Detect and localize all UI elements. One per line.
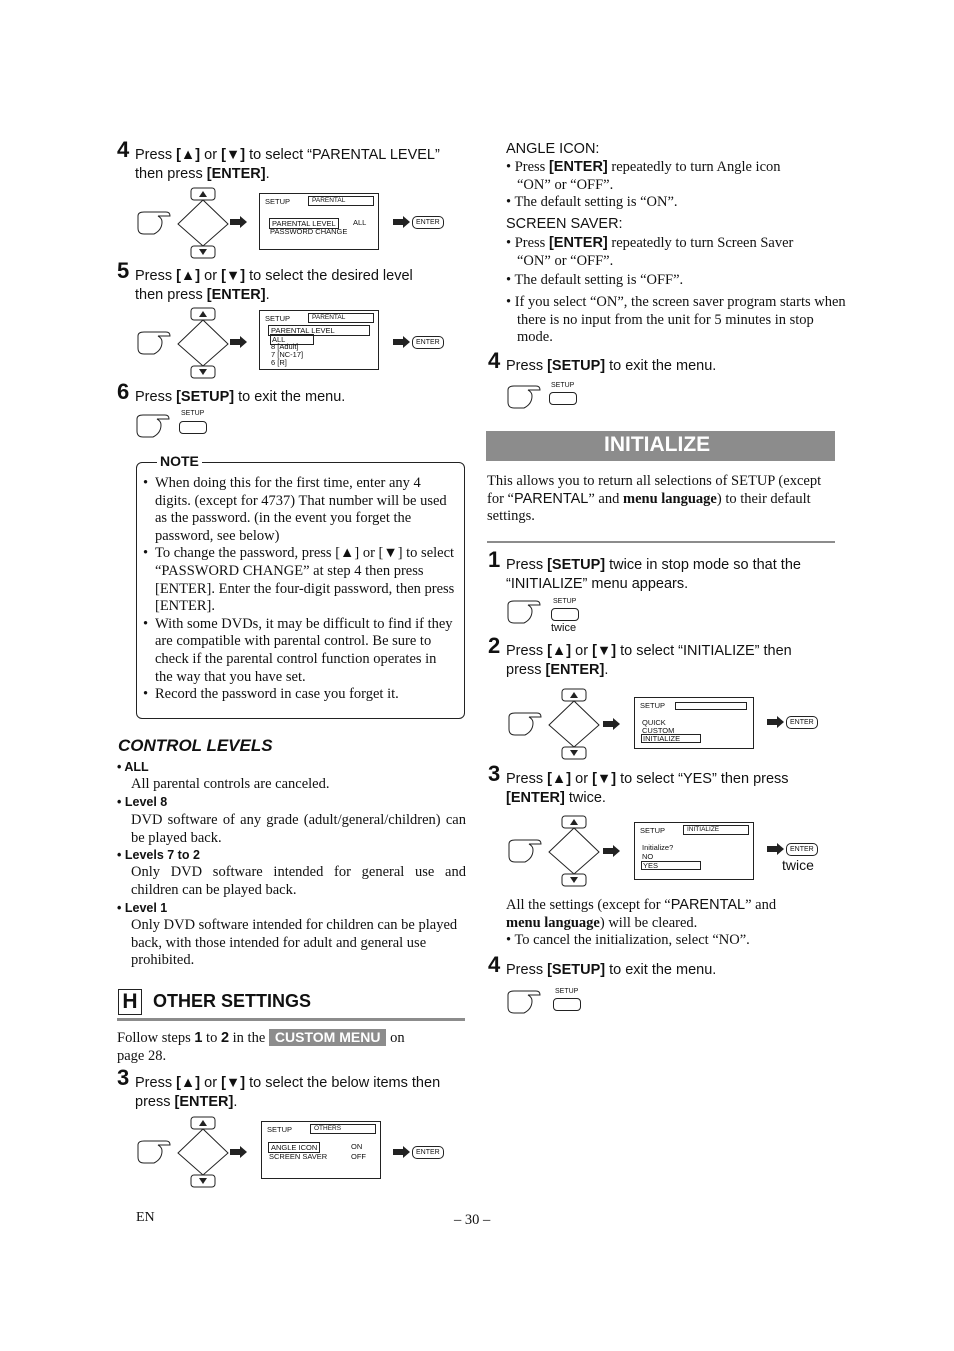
init-step-2: 2 Press [▲] or [▼] to select “INITIALIZE” then press [ENTER].	[488, 633, 792, 678]
arrow-right-icon	[230, 1146, 248, 1158]
initialize-heading: INITIALIZE	[486, 431, 835, 461]
arrow-right-icon	[230, 336, 248, 348]
parental-level-screen: SETUP PARENTAL PARENTAL LEVEL ALL 8 [Adult] 7 [NC-17] 6 [R]	[259, 310, 379, 370]
page-number: – 30 –	[454, 1212, 491, 1228]
cleared-text: All the settings (except for “PARENTAL” and menu language) will be cleared. • To cancel the initialization, select “NO”.	[506, 897, 777, 948]
hand-pointer-icon	[507, 599, 543, 625]
step-6-exit-menu: 6 Press [SETUP] to exit the menu.	[117, 379, 346, 405]
twice-label: twice	[551, 622, 577, 634]
initialize-intro: This allows you to return all selections of SETUP (except for “PARENTAL” and menu language) to their default settings.	[487, 473, 822, 524]
level-desc: Only DVD software intended for children can be played back, with those intended for adult and general use prohibited.	[131, 917, 458, 968]
arrow-right-icon	[767, 716, 785, 728]
setup-button-icon	[551, 608, 579, 621]
init-step-4: 4 Press [SETUP] to exit the menu.	[488, 952, 717, 978]
hand-pointer-icon	[507, 384, 543, 410]
arrow-right-icon	[767, 843, 785, 855]
level-desc: DVD software of any grade (adult/general/children) can be played back.	[131, 812, 466, 846]
level-name: • ALL	[117, 760, 149, 774]
level-name: • Levels 7 to 2	[117, 848, 200, 862]
initialize-divider	[487, 541, 835, 543]
others-screen: SETUP OTHERS ANGLE ICON ON SCREEN SAVER OFF	[261, 1121, 381, 1179]
enter-button-icon: ENTER	[412, 336, 444, 349]
hand-pointer-icon	[136, 413, 172, 439]
initialize-confirm-screen: SETUP INITIALIZE Initialize? NO YES	[634, 822, 754, 880]
setup-button-icon	[553, 998, 581, 1011]
note-item: • When doing this for the first time, enter any 4 digits. (except for 4737) That number will be used as the password. (in the event you forget the password, see below)	[143, 475, 455, 545]
note-item: • To change the password, press [▲] or [▼] to select “PASSWORD CHANGE” at step 4 then press [ENTER]. Enter the four-digit password, then press [ENTER].	[143, 545, 455, 615]
enter-button-icon: ENTER	[786, 843, 818, 856]
setup-label: SETUP	[555, 988, 579, 995]
step-4-exit-menu-right: 4 Press [SETUP] to exit the menu.	[488, 348, 717, 374]
arrow-right-icon	[230, 216, 248, 228]
enter-button-icon: ENTER	[786, 716, 818, 729]
other-settings-heading: OTHER SETTINGS	[153, 991, 312, 1011]
setup-label: SETUP	[553, 598, 577, 605]
step-5-select-level: 5 Press [▲] or [▼] to select the desired level then press [ENTER].	[117, 258, 413, 303]
section-h-letter: H	[118, 989, 142, 1015]
arrow-right-icon	[603, 845, 621, 857]
angle-bullet-2: • The default setting is “ON”.	[506, 194, 678, 210]
saver-bullet-3: • If you select “ON”, the screen saver program starts when there is no input from the unit for 5 minutes in stop mode.	[506, 294, 846, 345]
step-3-select-items: 3 Press [▲] or [▼] to select the below items then press [ENTER].	[117, 1065, 441, 1110]
arrow-right-icon	[603, 718, 621, 730]
angle-bullet-1: • Press [ENTER] repeatedly to turn Angle icon “ON” or “OFF”.	[506, 159, 781, 193]
setup-label: SETUP	[551, 382, 575, 389]
init-step-1: 1 Press [SETUP] twice in stop mode so that the “INITIALIZE” menu appears.	[488, 547, 801, 592]
twice-label: twice	[782, 857, 814, 873]
level-desc: Only DVD software intended for general use and children can be played back.	[131, 864, 466, 898]
enter-button-icon: ENTER	[412, 216, 444, 229]
note-box	[136, 453, 465, 719]
parental-screen: SETUP PARENTAL PARENTAL LEVEL ALL PASSWORD CHANGE	[259, 193, 379, 250]
note-item: • With some DVDs, it may be difficult to find if they are compatible with parental control. Be sure to check if the parental control function operates in the way that you have set.	[143, 616, 455, 686]
level-name: • Level 8	[117, 795, 168, 809]
setup-button-icon	[179, 421, 207, 434]
arrow-right-icon	[393, 336, 411, 348]
section-divider	[117, 1018, 465, 1021]
setup-main-screen: SETUP QUICK CUSTOM INITIALIZE	[634, 697, 754, 749]
saver-bullet-2: • The default setting is “OFF”.	[506, 272, 684, 288]
arrow-right-icon	[393, 1146, 411, 1158]
level-name: • Level 1	[117, 901, 168, 915]
note-title: NOTE	[157, 453, 202, 469]
hand-pointer-icon	[507, 989, 543, 1015]
screen-saver-heading: SCREEN SAVER:	[506, 216, 623, 232]
init-step-3: 3 Press [▲] or [▼] to select “YES” then press [ENTER] twice.	[488, 761, 789, 806]
custom-menu-tag: CUSTOM MENU	[269, 1029, 387, 1046]
control-levels-heading: CONTROL LEVELS	[118, 736, 273, 755]
follow-steps-text: Follow steps 1 to 2 in the CUSTOM MENU on page 28.	[117, 1029, 405, 1064]
saver-bullet-1: • Press [ENTER] repeatedly to turn Screen Saver “ON” or “OFF”.	[506, 235, 794, 269]
setup-button-icon	[549, 392, 577, 405]
setup-label: SETUP	[181, 410, 205, 417]
arrow-right-icon	[393, 216, 411, 228]
angle-icon-heading: ANGLE ICON:	[506, 141, 600, 157]
language-code: EN	[136, 1210, 155, 1225]
step-4-parental-level: 4 Press [▲] or [▼] to select “PARENTAL LEVEL” then press [ENTER].	[117, 137, 440, 182]
enter-button-icon: ENTER	[412, 1146, 444, 1159]
note-item: • Record the password in case you forget it.	[143, 686, 455, 704]
level-desc: All parental controls are canceled.	[131, 776, 330, 792]
